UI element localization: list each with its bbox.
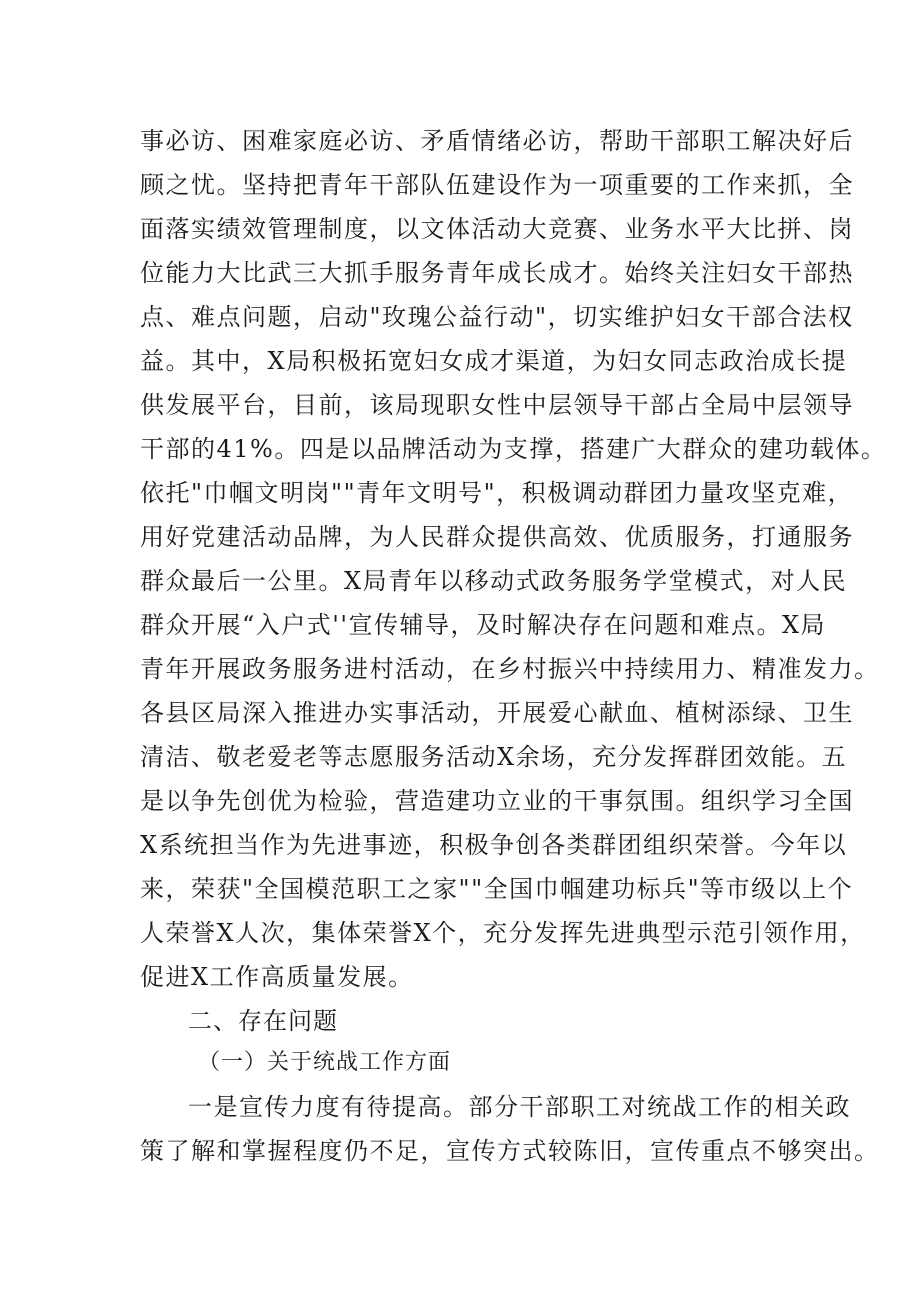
body-line-8: 干部的41%。四是以品牌活动为支撑，搭建广大群众的建功载体。 <box>140 435 887 463</box>
body-line-13: 青年开展政务服务进村活动，在乡村振兴中持续用力、精准发力。 <box>140 655 880 683</box>
body-line-15: 清洁、敬老爱老等志愿服务活动X余场，充分发挥群团效能。五 <box>140 743 848 771</box>
subsection-heading: （一）关于统战工作方面 <box>198 1050 452 1075</box>
body-line-18: 来，荣获"全国模范职工之家""全国巾帼建功标兵"等市级以上个 <box>140 875 854 903</box>
body-line-9: 依托"巾帼文明岗""青年文明号"，积极调动群团力量攻坚克难， <box>140 479 854 507</box>
body-line-16: 是以争先创优为检验，营造建功立业的干事氛围。组织学习全国 <box>140 787 854 815</box>
body-line-21: 一是宣传力度有待提高。部分干部职工对统战工作的相关政 <box>188 1093 851 1121</box>
body-line-22: 策了解和掌握程度仍不足，宣传方式较陈旧，宣传重点不够突出。 <box>140 1137 880 1165</box>
body-line-10: 用好党建活动品牌，为人民群众提供高效、优质服务，打通服务 <box>140 523 854 551</box>
body-line-5: 点、难点问题，启动"玫瑰公益行动"，切实维护妇女干部合法权 <box>140 303 854 331</box>
body-line-17: X系统担当作为先进事迹，积极争创各类群团组织荣誉。今年以 <box>140 831 848 859</box>
body-line-6: 益。其中，X局积极拓宽妇女成才渠道，为妇女同志政治成长提 <box>140 347 848 375</box>
section-heading: 二、存在问题 <box>188 1007 338 1035</box>
body-line-20: 促进X工作高质量发展。 <box>140 963 414 991</box>
body-line-2: 顾之忧。坚持把青年干部队伍建设作为一项重要的工作来抓，全 <box>140 171 854 199</box>
body-line-14: 各县区局深入推进办实事活动，开展爱心献血、植树添绿、卫生 <box>140 699 854 727</box>
body-line-7: 供发展平台，目前，该局现职女性中层领导干部占全局中层领导 <box>140 391 854 419</box>
body-line-4: 位能力大比武三大抓手服务青年成长成才。始终关注妇女干部热 <box>140 259 854 287</box>
body-line-11: 群众最后一公里。X局青年以移动式政务服务学堂模式，对人民 <box>140 567 848 595</box>
body-line-19: 人荣誉X人次，集体荣誉X个，充分发挥先进典型示范引领作用， <box>140 919 866 947</box>
body-line-12: 群众开展“入户式''宣传辅导，及时解决存在问题和难点。X局 <box>140 611 827 639</box>
body-line-3: 面落实绩效管理制度，以文体活动大竞赛、业务水平大比拼、岗 <box>140 215 854 243</box>
body-line-1: 事必访、困难家庭必访、矛盾情绪必访，帮助干部职工解决好后 <box>140 127 854 155</box>
